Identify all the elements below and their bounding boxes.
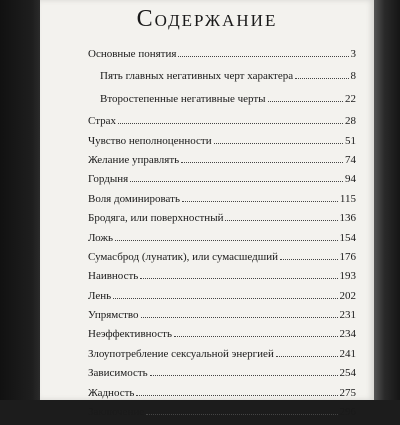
toc-entry — [88, 270, 356, 289]
toc-entry-page: 94 — [345, 173, 356, 186]
toc-entry-page: 296 — [339, 406, 356, 419]
toc-leader-dots — [181, 162, 343, 163]
toc-leader-dots — [113, 298, 337, 299]
toc-leader-dots — [136, 395, 337, 396]
toc-leader-dots — [276, 356, 338, 357]
toc-leader-dots — [146, 414, 337, 415]
toc-entry-page: 8 — [350, 70, 356, 83]
toc-entry-label: Желание управлять — [88, 153, 180, 166]
toc-entry-page: 202 — [339, 289, 356, 302]
toc-entry-page: 154 — [339, 231, 356, 244]
toc-entry-label: Воля доминировать — [88, 192, 180, 205]
toc-entry — [88, 367, 356, 386]
toc-leader-dots — [174, 336, 337, 337]
toc-leader-dots — [214, 143, 343, 144]
toc-entry-page: 115 — [339, 192, 356, 205]
toc-entry — [88, 232, 356, 251]
toc-leader-dots — [295, 78, 348, 79]
toc-entry — [88, 70, 356, 89]
toc-entry-page: 74 — [345, 153, 356, 166]
toc-entry-label: Неэффективность — [88, 328, 173, 341]
toc-entry-label: Гордыня — [88, 173, 129, 186]
toc-leader-dots — [140, 278, 337, 279]
toc-entry-page: 3 — [350, 48, 356, 60]
toc-entry — [88, 93, 356, 112]
toc-entry — [88, 173, 356, 192]
toc-entry — [88, 193, 356, 212]
toc-entry — [88, 309, 356, 328]
toc-entry-label: Зависимость — [88, 367, 148, 380]
book-edge-right — [374, 0, 400, 400]
toc-entry — [88, 387, 356, 406]
book-gutter-left — [0, 0, 40, 400]
toc-entry — [88, 212, 356, 231]
toc-entry — [88, 406, 356, 425]
toc-leader-dots — [225, 220, 337, 221]
toc-leader-dots — [115, 240, 337, 241]
toc-entry-page: 51 — [345, 134, 356, 147]
toc-leader-dots — [150, 375, 338, 376]
toc-entry-label: Лень — [88, 289, 112, 302]
toc-entry — [88, 348, 356, 367]
toc-entry — [88, 328, 356, 347]
toc-entry-page: 231 — [339, 309, 356, 322]
toc-entry — [88, 135, 356, 154]
toc-leader-dots — [268, 101, 343, 102]
toc-leader-dots — [130, 181, 343, 182]
toc-entry-label: Ложь — [88, 231, 114, 244]
toc-entry-label: Второстепенные негативные черты — [100, 92, 266, 105]
toc-leader-dots — [141, 317, 338, 318]
toc-entry-page: 275 — [339, 386, 356, 399]
toc-entry-label: Наивность — [88, 270, 139, 283]
toc-entry-label: Бродяга, или поверхностный — [88, 212, 224, 225]
toc-leader-dots — [118, 123, 343, 124]
toc-entry — [88, 290, 356, 309]
toc-entry-page: 254 — [339, 367, 356, 380]
toc-entry-page: 22 — [345, 92, 356, 105]
toc-entry — [88, 48, 356, 67]
table-of-contents — [88, 48, 356, 425]
page-title: Содержание — [136, 6, 278, 32]
toc-entry — [88, 115, 356, 134]
book-page — [40, 0, 374, 419]
toc-entry-label: Основные понятия — [88, 48, 177, 60]
toc-entry-label: Злоупотребление сексуальной энергией — [88, 347, 274, 360]
toc-entry-label: Пять главных негативных черт характера — [100, 70, 294, 83]
toc-entry-label: Чувство неполноценности — [88, 134, 212, 147]
toc-entry-page: 241 — [339, 347, 356, 360]
toc-leader-dots — [182, 201, 338, 202]
toc-leader-dots — [280, 259, 338, 260]
toc-entry-page: 176 — [339, 250, 356, 263]
toc-entry-page: 28 — [345, 115, 356, 128]
toc-entry-label: Жадность — [88, 386, 135, 399]
toc-entry-label: Страх — [88, 115, 117, 128]
toc-entry — [88, 154, 356, 173]
toc-entry — [88, 251, 356, 270]
toc-leader-dots — [178, 56, 348, 57]
toc-entry-label: Заключение — [88, 406, 145, 419]
toc-entry-label: Сумасброд (лунатик), или сумасшедший — [88, 250, 278, 263]
toc-entry-page: 193 — [339, 270, 356, 283]
toc-entry-label: Упрямство — [88, 309, 139, 322]
toc-entry-page: 136 — [339, 212, 356, 225]
toc-entry-page: 234 — [339, 328, 356, 341]
